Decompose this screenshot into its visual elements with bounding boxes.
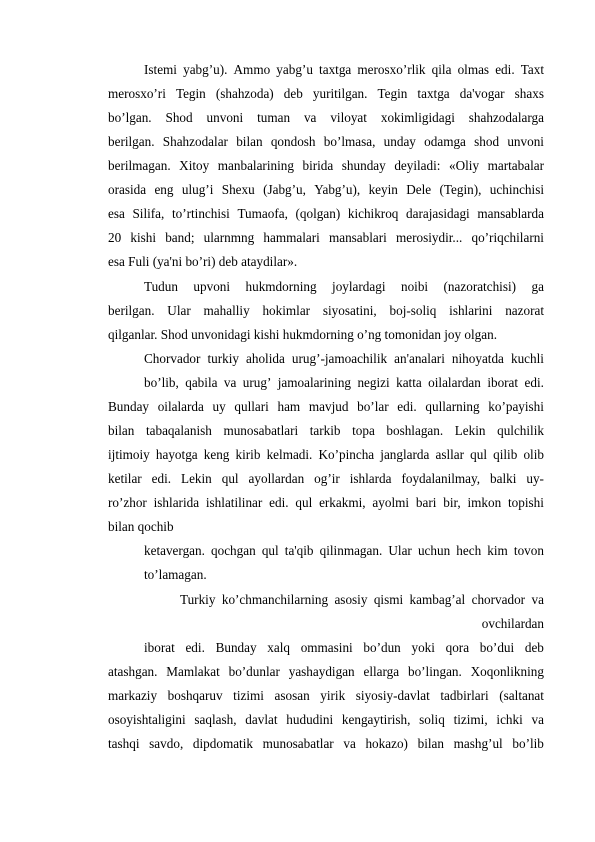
text-line: tashqi savdo, dipdomatik munosabatlar va hokazo) bilan mashg’ul bo’lib bbox=[108, 736, 544, 751]
text-line: orasida eng ulug’i Shexu (Jabg’u, Yabg’u), keyin Dele (Tegin), uchinchisi bbox=[108, 182, 544, 197]
text-line: qilganlar. Shod unvonidagi kishi hukmdorning o’ng tomonidan joy olgan. bbox=[108, 327, 498, 342]
text-line: iborat edi. Bunday xalq ommasini bo’dun yoki qora bo’dui deb bbox=[144, 640, 544, 655]
text-line: to’lamagan. bbox=[144, 567, 207, 582]
text-line: osoyishtaligini saqlash, davlat hududini kengaytirish, soliq tizimi, ichki va bbox=[108, 712, 544, 727]
text-line: Turkiy ko’chmanchilarning asosiy qismi kambag’al chorvador va bbox=[180, 592, 544, 607]
text-line: 20 kishi band; ularnmng hammalari mansablari merosiydir... qo’riqchilarni bbox=[108, 230, 544, 245]
text-line: ketilar edi. Lekin qul ayollardan og’ir ishlarda foydalanilmay, balki uy- bbox=[108, 471, 544, 486]
text-line: atashgan. Mamlakat bo’dunlar yashaydigan ellarga bo’lingan. Xoqonlikning bbox=[108, 664, 544, 679]
text-line: ijtimoiy hayotga keng kirib kelmadi. Ko’pincha janglarda asllar qul qilib olib bbox=[108, 447, 544, 462]
text-line: bo’lgan. Shod unvoni tuman va viloyat xokimligidagi shahzodalarga bbox=[108, 110, 544, 125]
text-line: Tudun upvoni hukmdorning joylardagi noibi (nazoratchisi) ga bbox=[144, 279, 544, 294]
text-line: berilmagan. Xitoy manbalarining birida shunday deyiladi: «Oliy martabalar bbox=[108, 158, 544, 173]
text-line: Chorvador turkiy aholida urug’-jamoachilik an'analari nihoyatda kuchli bbox=[144, 351, 544, 366]
text-line: ro’zhor ishlarida ishlatilinar edi. qul erkakmi, ayolmi bari bir, imkon topishi bbox=[108, 495, 544, 510]
text-line: ketavergan. qochgan qul ta'qib qilinmagan. Ular uchun hech kim tovon bbox=[144, 543, 544, 558]
text-line: ovchilardan bbox=[481, 616, 544, 631]
text-line: bilan tabaqalanish munosabatlari tarkib topa boshlagan. Lekin qulchilik bbox=[108, 423, 544, 438]
text-line: berilgan. Ular mahalliy hokimlar siyosatini, boj-soliq ishlarini nazorat bbox=[108, 303, 544, 318]
text-line: bo’lib, qabila va urug’ jamoalarining negizi katta oilalardan iborat edi. bbox=[144, 375, 544, 390]
text-line: bilan qochib bbox=[108, 519, 174, 534]
text-line: esa Fuli (ya'ni bo’ri) deb ataydilar». bbox=[108, 254, 298, 269]
text-line: Bunday oilalarda uy qullari ham mavjud bo’lar edi. qullarning ko’payishi bbox=[108, 399, 544, 414]
text-line: esa Silifa, to’rtinchisi Tumaofa, (qolgan) kichikroq darajasidagi mansablarda bbox=[108, 206, 544, 221]
text-line: Istemi yabg’u). Ammo yabg’u taxtga merosxo’rlik qila olmas edi. Taxt bbox=[144, 62, 544, 77]
text-line: merosxo’ri Tegin (shahzoda) deb yuritilgan. Tegin taxtga da'vogar shaxs bbox=[108, 86, 544, 101]
text-line: berilgan. Shahzodalar bilan qondosh bo’lmasa, unday odamga shod unvoni bbox=[108, 134, 544, 149]
text-line: markaziy boshqaruv tizimi asosan yirik siyosiy-davlat tadbirlari (saltanat bbox=[108, 688, 544, 703]
